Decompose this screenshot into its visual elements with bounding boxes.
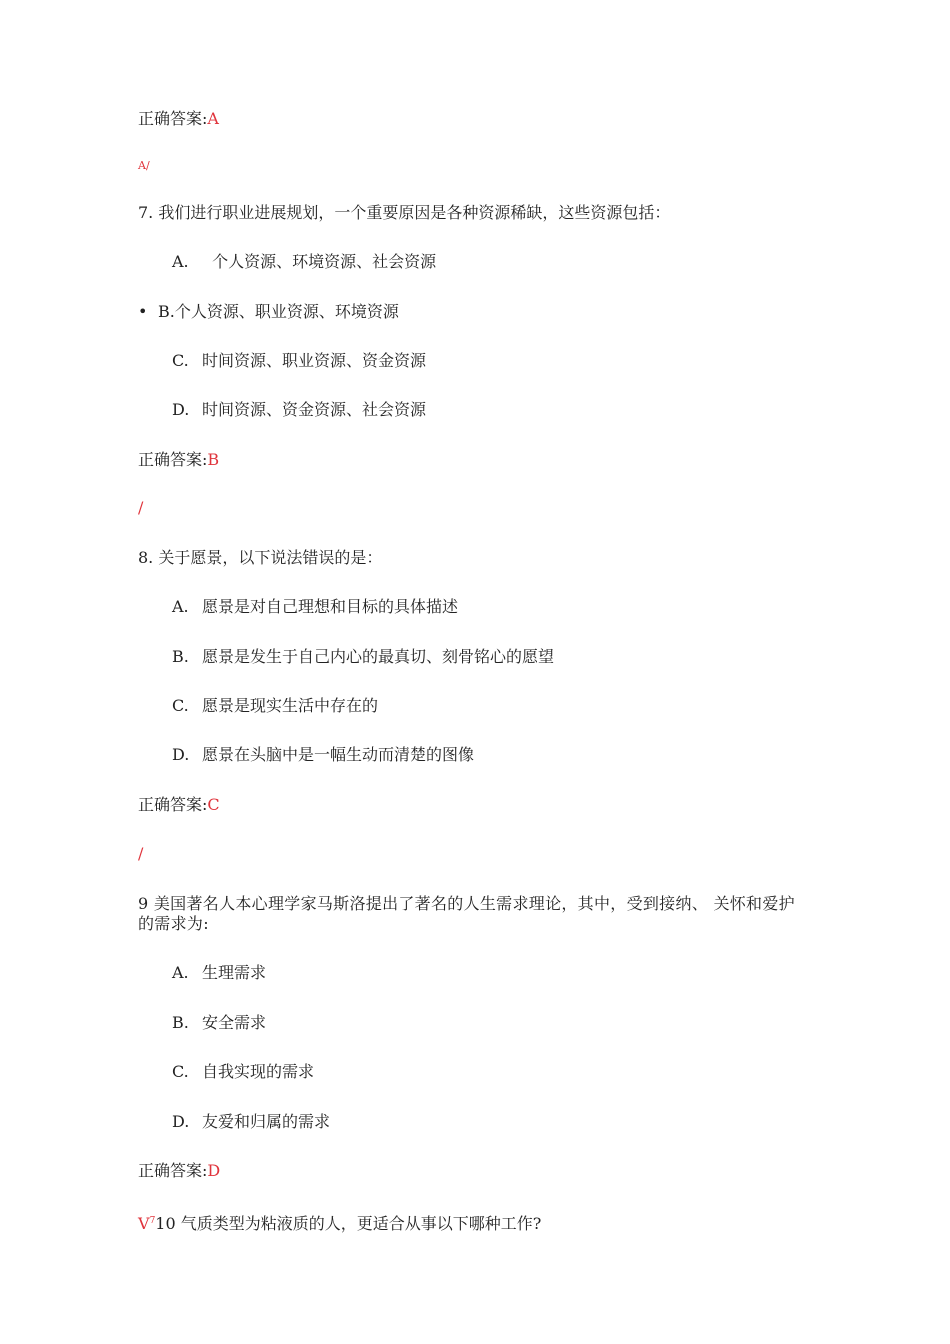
answer-line [138, 795, 220, 815]
option-key: A. [172, 963, 189, 982]
option-key: B. [172, 647, 189, 666]
answer-line [138, 1161, 220, 1181]
q9-option-d [172, 1112, 330, 1132]
q9-option-a [172, 963, 266, 983]
answer-label: 正确答案: [138, 450, 208, 469]
option-key: D. [172, 1112, 190, 1131]
option-text: 生理需求 [202, 963, 267, 982]
q9-option-c [172, 1062, 314, 1082]
q8-option-c [172, 696, 378, 716]
q8-option-d [172, 745, 474, 765]
red-mark: A/ [138, 159, 150, 172]
answer-value: A [207, 109, 219, 128]
question-10-stem: 10 气质类型为粘液质的人，更适合从事以下哪种工作? [155, 1214, 542, 1233]
red-mark: V [138, 1214, 150, 1233]
option-text: 愿景是发生于自己内心的最真切、刻骨铭心的愿望 [202, 647, 555, 666]
red-mark: / [138, 498, 144, 517]
answer-label: 正确答案: [138, 1161, 208, 1180]
option-key: A. [172, 597, 189, 616]
answer-value: C [207, 795, 220, 814]
option-text: 自我实现的需求 [202, 1062, 315, 1081]
option-key: B. [158, 302, 175, 321]
option-text: 个人资源、职业资源、环境资源 [174, 302, 399, 321]
question-8-stem: 8. 关于愿景，以下说法错误的是： [138, 548, 383, 567]
option-key: D. [172, 400, 190, 419]
option-text: 安全需求 [202, 1013, 267, 1032]
q7-option-a [172, 252, 436, 272]
red-mark: / [138, 844, 144, 863]
question-7-stem: 7. 我们进行职业进展规划，一个重要原因是各种资源稀缺，这些资源包括： [138, 203, 671, 222]
option-key: C. [172, 696, 189, 715]
option-key: C. [172, 1062, 189, 1081]
option-text: 时间资源、职业资源、资金资源 [202, 351, 427, 370]
option-text: 时间资源、资金资源、社会资源 [202, 400, 427, 419]
q9-option-b [172, 1013, 266, 1033]
answer-value: B [207, 450, 220, 469]
q8-option-b [172, 647, 554, 667]
answer-label: 正确答案: [138, 795, 208, 814]
answer-label: 正确答案: [138, 109, 208, 128]
option-text: 愿景是对自己理想和目标的具体描述 [202, 597, 459, 616]
answer-line [138, 109, 219, 129]
bullet: • [138, 302, 148, 321]
q7-option-d [172, 400, 426, 420]
question-10-stem-line [138, 1211, 541, 1234]
answer-line [138, 450, 219, 470]
red-mark-sup: 7 [149, 1216, 156, 1226]
option-key: D. [172, 745, 190, 764]
answer-value: D [207, 1161, 221, 1180]
q8-option-a [172, 597, 458, 617]
option-text: 友爱和归属的需求 [202, 1112, 331, 1131]
option-key: C. [172, 351, 189, 370]
option-key: B. [172, 1013, 189, 1032]
option-text: 愿景是现实生活中存在的 [202, 696, 379, 715]
question-9-stem: 9 美国著名人本心理学家马斯洛提出了著名的人生需求理论，其中，受到接纳、 关怀和爱护的需求为: [138, 894, 795, 933]
q7-option-b [138, 302, 399, 322]
q7-option-c [172, 351, 426, 371]
option-text: 个人资源、环境资源、社会资源 [202, 252, 437, 271]
option-key: A. [172, 252, 189, 271]
option-text: 愿景在头脑中是一幅生动而清楚的图像 [202, 745, 475, 764]
